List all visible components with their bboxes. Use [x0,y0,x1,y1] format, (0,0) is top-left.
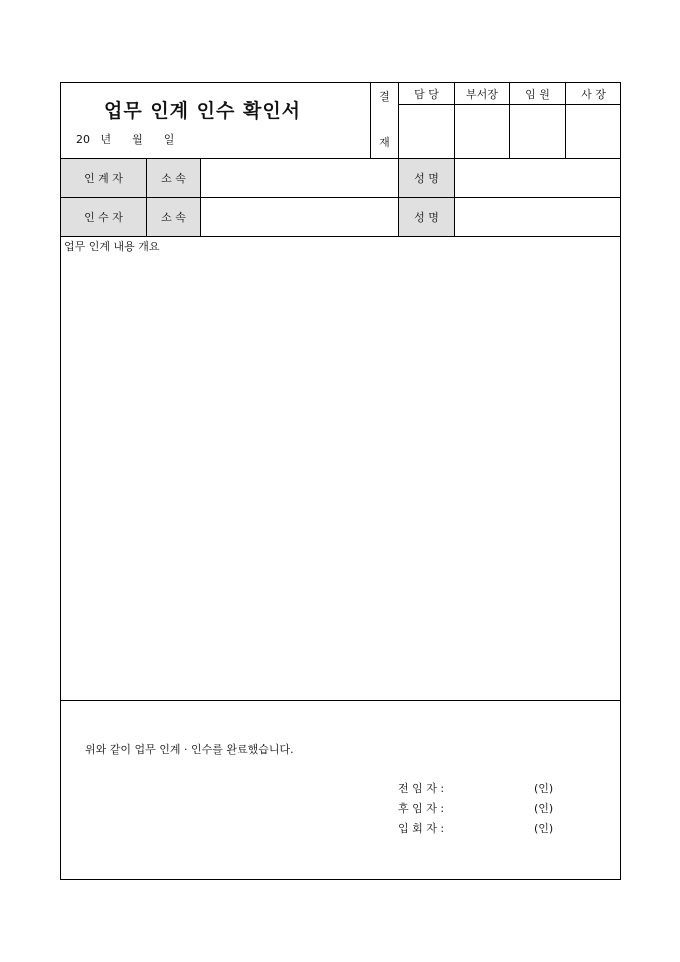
takeover-name-label: 성 명 [399,198,454,236]
handover-dept-label: 소 속 [147,159,200,197]
row-divider [60,236,621,237]
signer-label-successor: 후 임 자 : [398,802,445,815]
approval-label-top: 결 [379,90,390,103]
takeover-role-label: 인 수 자 [61,198,146,236]
approval-sign-box[interactable] [566,105,621,158]
takeover-dept-field[interactable] [201,198,398,236]
signer-label-predecessor: 전 임 자 : [398,782,445,795]
handover-dept-field[interactable] [201,159,398,197]
approval-col-president: 사 장 [581,87,606,101]
handover-name-label: 성 명 [399,159,454,197]
document-title: 업무 인계 인수 확인서 [104,100,302,122]
takeover-dept-label: 소 속 [147,198,200,236]
takeover-name-field[interactable] [455,198,621,236]
summary-content-area[interactable] [61,254,620,699]
signer-seal-witness[interactable]: (인) [534,822,554,835]
approval-sign-box[interactable] [399,105,454,158]
handover-role-label: 인 계 자 [61,159,146,197]
signer-seal-predecessor[interactable]: (인) [534,782,554,795]
row-divider [60,700,621,701]
approval-col-executive: 임 원 [525,87,550,101]
summary-label: 업무 인계 내용 개요 [64,240,160,253]
signer-seal-successor[interactable]: (인) [534,802,554,815]
confirmation-statement: 위와 같이 업무 인계 · 인수를 완료했습니다. [85,743,294,756]
signer-label-witness: 입 회 자 : [398,822,445,835]
approval-label-bottom: 재 [379,136,390,149]
approval-sign-box[interactable] [510,105,565,158]
date-line: 20 년 월 일 [76,133,175,146]
approval-col-dept-head: 부서장 [466,87,498,101]
handover-name-field[interactable] [455,159,621,197]
approval-sign-box[interactable] [455,105,509,158]
approval-col-manager: 담 당 [414,87,439,101]
